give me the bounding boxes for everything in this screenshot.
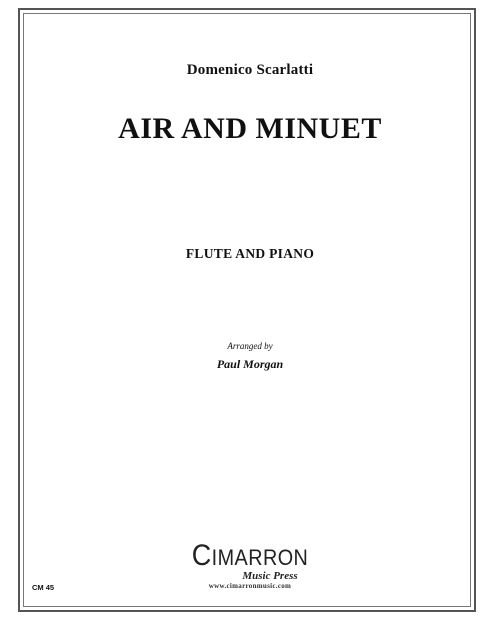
publisher-logo xyxy=(0,539,500,590)
page-inner-border xyxy=(23,13,471,607)
instrumentation: FLUTE AND PIANO xyxy=(185,246,315,261)
publisher-name xyxy=(25,539,475,572)
composer-name: Domenico Scarlatti xyxy=(186,62,314,78)
publisher-name-rest: IMARRON xyxy=(211,545,309,570)
arranger-name: Paul Morgan xyxy=(216,357,284,371)
arranged-by-label: Arranged by xyxy=(227,341,273,351)
catalog-number: CM 45 xyxy=(32,583,55,592)
publisher-name-initial: C xyxy=(191,539,212,572)
publisher-url: www.cimarronmusic.com xyxy=(208,582,292,590)
piece-title: AIR AND MINUET xyxy=(118,112,382,145)
publisher-subtitle: Music Press xyxy=(242,570,298,582)
